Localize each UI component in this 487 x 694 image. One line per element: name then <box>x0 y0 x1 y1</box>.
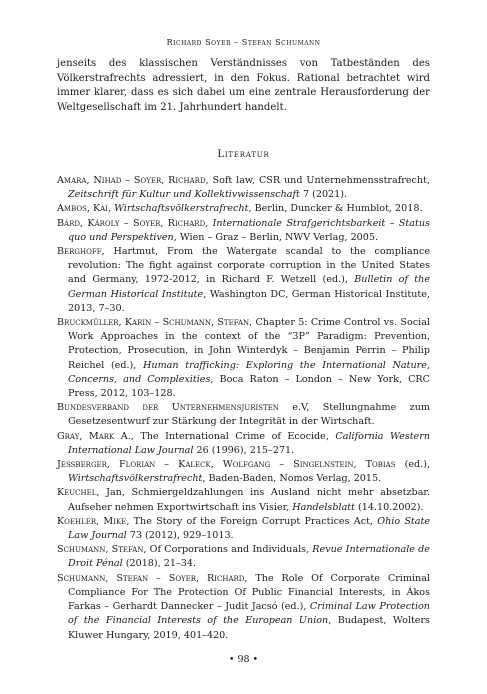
entry-text: , <box>205 217 213 229</box>
bibliography-entry <box>57 202 430 216</box>
entry-author: Ambos, Kai <box>57 203 108 215</box>
bibliography-entry <box>57 572 430 643</box>
bibliography-entry <box>57 515 430 543</box>
entry-author: Koehler, Mike <box>57 515 127 527</box>
entry-text: , The International Crime of Ecocide, <box>130 430 336 442</box>
entry-details: , Berlin, Duncker & Humblot, 2018. <box>248 203 423 215</box>
bibliography-entry <box>57 401 430 429</box>
bibliography-entry <box>57 430 430 458</box>
entry-title: Human trafficking: Exploring the International Nature, Concerns, and Complexities <box>68 359 430 385</box>
bibliography-entry <box>57 458 430 486</box>
running-header: Richard Soyer – Stefan Schumann <box>166 37 321 47</box>
entry-details: , Budapest, Wolters Kluwer Hungary, 2019, 401–420. <box>68 615 430 641</box>
entry-title: Wirtschaftsvölkerstrafrecht <box>114 203 249 215</box>
entry-details: 26 (1996), 215–271. <box>193 444 295 456</box>
entry-details: 7 (2021). <box>299 189 348 201</box>
entry-title: Wirtschaftsvölkerstrafrecht <box>68 473 203 485</box>
entry-text: , The Role Of Corporate Criminal Compliance For The Protection Of Public Financial Interests, in Ákos Farkas – Gerhardt Dannecker – Judit Jacsó (ed.), <box>68 572 430 613</box>
entry-title: Zeitschrift für Kultur und Kollektivwissenschaft <box>68 189 300 201</box>
entry-text: , Of Corporations and Individuals, <box>143 544 313 556</box>
bibliography-entry <box>57 245 430 316</box>
bibliography-entry <box>57 486 430 514</box>
entry-title: Revue Internationale de Droit Pénal <box>68 544 430 570</box>
bibliography-entry <box>57 174 430 202</box>
bibliography-list <box>57 174 430 643</box>
entry-author: Bárd, Károly – Soyer, Richard <box>57 217 206 229</box>
entry-text: , Chapter 5: Crime Control vs. Social Work Approaches in the context of the “3P” Paradigm: Prevention, Protection, Prosecution, in John Winterdyk – Benjamin Perrin – Philip Reichel (ed.), <box>68 317 430 371</box>
entry-author: Bundesverband der Unternehmensjuristen <box>57 402 279 414</box>
entry-details: , Washington DC, German Historical Institute, 2013, 7–30. <box>68 288 430 314</box>
bibliography-entry <box>57 316 430 401</box>
entry-author: Amara, Nihad – Soyer, Richard <box>57 175 206 186</box>
entry-details: , Baden-Baden, Nomos Verlag, 2015. <box>202 473 382 485</box>
entry-author: Berghoff <box>57 246 102 258</box>
section-title: Literatur <box>217 149 270 160</box>
entry-text: , The Story of the Foreign Corrupt Practices Act, <box>126 515 378 527</box>
entry-details: (2018), 21–34. <box>122 558 197 570</box>
entry-title: Ohio State Law Journal <box>68 515 430 542</box>
entry-author: Gray, Mark A. <box>57 430 131 442</box>
entry-author: Keuchel <box>57 487 97 499</box>
entry-author: Schumann, Stefan – Soyer, Richard <box>57 572 245 584</box>
entry-details: , Boca Raton – London – New York, CRC Press, 2012, 103–128. <box>68 373 430 400</box>
entry-text: , Jan, Schmiergeldzahlungen ins Ausland nicht mehr absetzbar. Aufseher nehmen Exportwirtschaft ins Visier, <box>68 487 430 513</box>
entry-title: Bulletin of the German Historical Institute <box>68 274 430 300</box>
entry-title: Handelsblatt <box>292 501 355 513</box>
bibliography-entry <box>57 217 430 245</box>
entry-details: , Wien – Graz – Berlin, NWV Verlag, 2005. <box>173 231 379 243</box>
entry-author: Schumann, Stefan <box>57 544 144 556</box>
bibliography-entry <box>57 543 430 571</box>
entry-text: e.V, Stellungnahme zum Gesetzesentwurf zur Stärkung der Integrität in der Wirtschaft. <box>68 402 430 428</box>
intro-paragraph: jenseits des klassischen Verständnisses von Tatbeständen des Völkerstrafrechts adressiert, in den Fokus. Rational betrachtet wird immer klarer, dass es sich dabei um eine zentrale Herausforderung der Weltgesellschaft im 21. Jahrhundert handelt. <box>57 58 430 113</box>
entry-details: (14.10.2002). <box>355 501 424 513</box>
entry-details: 73 (2012), 929–1013. <box>126 530 234 542</box>
entry-text: (ed.), <box>395 459 430 471</box>
entry-text: , <box>108 203 115 215</box>
entry-author: Bruckmüller, Karin – Schumann, Stefan <box>57 317 250 329</box>
entry-text: , Hartmut, From the Watergate scandal to the compliance revolution: The fight against corporate corruption in the United States and Germany, 1972-2012, in Richard F. Wetzell (ed.), <box>68 246 430 286</box>
entry-text: , Soft law, CSR und Unternehmensstrafrecht, <box>205 175 431 186</box>
entry-title: Criminal Law Protection of the Financial Interests of the European Union <box>68 601 430 627</box>
entry-title: Internationale Strafgerichtsbarkeit – Status quo und Perspektiven <box>68 217 430 243</box>
entry-author: Jessberger, Florian – Kaleck, Wolfgang – Singelnstein, Tobias <box>57 459 396 471</box>
entry-title: California Western International Law Journal <box>68 430 430 456</box>
page-number: • 98 • <box>228 654 259 665</box>
